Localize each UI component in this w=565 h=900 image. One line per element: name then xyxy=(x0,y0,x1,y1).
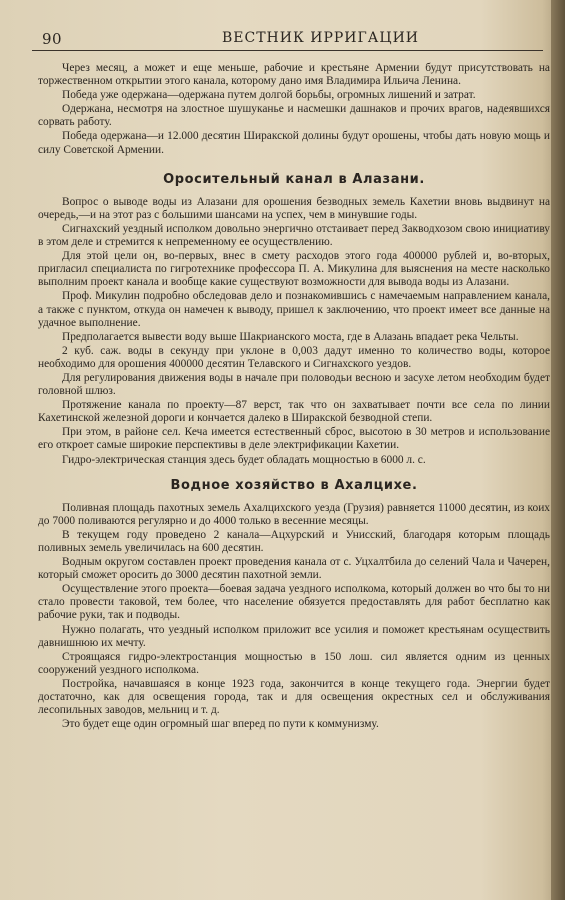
paragraph: Предполагается вывести воду выше Шакрианского моста, где в Алазань впадает река Чельты. xyxy=(62,330,519,343)
paragraph: Протяжение канала по проекту—87 верст, так что он захватывает почти все села по линии Кахетинской железной дороги и кончается далеко в Ширакской безводной степи. xyxy=(38,399,550,425)
page-number: 90 xyxy=(42,30,63,48)
paragraph: Проф. Микулин подробно обследовав дело и познакомившись с намечаемым направлением канала, а также с пунктом, откуда он намечен к выводу, пришел к заключению, что проект имеет все данные на удачное выполнение. xyxy=(38,290,550,329)
paragraph: Вопрос о выводе воды из Алазани для орошения безводных земель Кахетии вновь выдвинут на очередь,—и на этот раз с большими шансами на успех, чем в минувшие годы. xyxy=(38,195,550,221)
paragraph: Победа одержана—и 12.000 десятин Ширакской долины будут орошены, чтобы дать новую мощь и силу Советской Армении. xyxy=(38,130,550,156)
section-heading-alazani: Оросительный канал в Алазани. xyxy=(163,171,425,187)
paragraph: При этом, в районе сел. Кеча имеется естественный сброс, высотою в 30 метров и использование его откроет самые широкие перспективы в деле электрификации Кахетии. xyxy=(38,426,550,452)
paragraph: Победа уже одержана—одержана путем долгой борьбы, огромных лишений и затрат. xyxy=(62,89,476,102)
paragraph: Нужно полагать, что уездный исполком приложит все усилия и поможет крестьянам осуществить давнишнюю их мечту. xyxy=(38,623,550,649)
paragraph: Через месяц, а может и еще меньше, рабочие и крестьяне Армении будут присутствовать на торжественном открытии этого канала, которому дано имя Владимира Ильича Ленина. xyxy=(38,62,550,88)
section-heading-akhaltsikhe: Водное хозяйство в Ахалцихе. xyxy=(170,477,418,493)
paragraph: Сигнахский уездный исполком довольно энергично отстаивает перед Закводхозом свою инициативу в этом деле и стремится к непременному ее осуществлению. xyxy=(38,222,550,249)
paragraph: В текущем году проведено 2 канала—Ацхурский и Унисский, благодаря которым площадь поливных земель увеличилась на 600 десятин. xyxy=(38,528,550,554)
paragraph: Для этой цели он, во-первых, внес в смету расходов этого года 400000 рублей и, во-вторых, пригласил специалиста по гигротехнике профессора П. А. Микулина для выяснения на месте насколько выполним проект канала и вообще какие существуют возможности для вывода воды из Алазани. xyxy=(38,250,550,289)
paragraph: Осуществление этого проекта—боевая задача уездного исполкома, который должен во что бы то ни стало провести таковой, тем более, что население обязуется предоставлять для работ бесплатно как рабочие руки, так и подводы. xyxy=(38,583,550,622)
akhaltsikhe-section xyxy=(38,502,550,732)
paragraph: Одержана, несмотря на злостное шушуканье и насмешки дашнаков и прочих врагов, надеявшихся сорвать работу. xyxy=(38,103,550,129)
paragraph: Постройка, начавшаяся в конце 1923 года, закончится в конце текущего года. Энергии будет достаточно, как для освещения города, так и для освещения окрестных сел и обслуживания лесопильных заводов, мельниц и т. д. xyxy=(38,677,550,717)
paragraph: Строящаяся гидро-электростанция мощностью в 150 лош. сил является одним из ценных сооружений уездного исполкома. xyxy=(38,650,550,676)
running-title: ВЕСТНИК ИРРИГАЦИИ xyxy=(222,30,420,46)
paragraph: Водным округом составлен проект проведения канала от с. Уцхалтбила до селений Чала и Чачерен, который сможет оросить до 3000 десятин пахотной земли. xyxy=(38,556,550,582)
paragraph: Гидро-электрическая станция здесь будет обладать мощностью в 6000 л. с. xyxy=(62,453,426,466)
paragraph: Для регулирования движения воды в начале при половодьи весною и засухе летом необходим будет головной шлюз. xyxy=(38,371,550,398)
intro-section xyxy=(38,62,550,157)
paragraph: Поливная площадь пахотных земель Ахалцихского уезда (Грузия) равняется 11000 десятин, из коих до 7000 поливаются регулярно и до 4000 только в весенние месяцы. xyxy=(38,501,550,527)
book-spine xyxy=(551,0,565,900)
alazani-section xyxy=(38,196,550,467)
article-body xyxy=(38,62,550,732)
page-header xyxy=(32,28,543,51)
paragraph: 2 куб. саж. воды в секунду при уклоне в 0,003 дадут именно то количество воды, которое необходимо для орошения 400000 десятин Телавского и Сигнахского уездов. xyxy=(38,344,550,370)
paragraph: Это будет еще один огромный шаг вперед по пути к коммунизму. xyxy=(62,718,379,731)
